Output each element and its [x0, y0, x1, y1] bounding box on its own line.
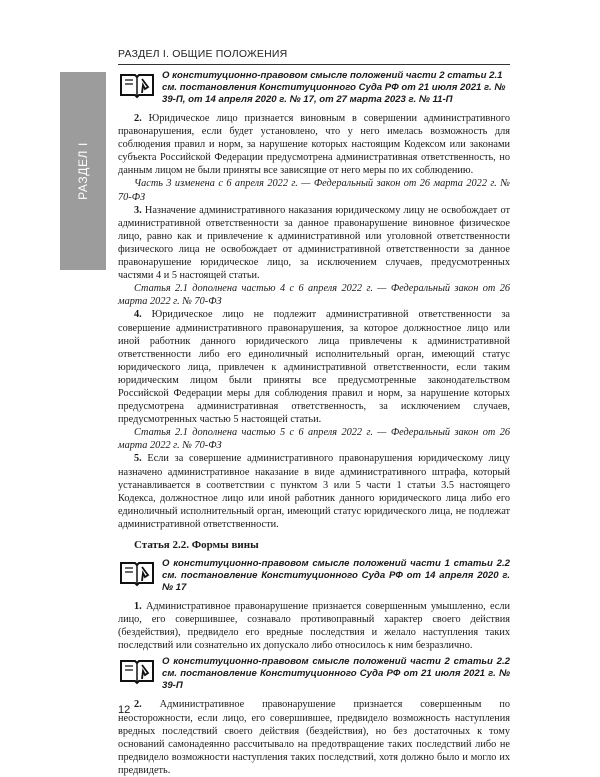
- paragraph-text: Юридическое лицо не подлежит административной ответственности за совершение административного правонарушения, за которое должностное лицо или иной работник данного юридического лица привлечены к административной ответственности либо его единоличный исполнительный орган, имеющий статус юридического лица, привлечен к административной ответственности, если таким юридическим лицом были приняты все предусмотренные законодательством Российской Федерации меры для соблюдения правил и норм, за нарушение которых предусмотрена административная ответственность, за исключением случаев, предусмотренных частью 5 настоящей статьи.: [118, 309, 510, 426]
- paragraph-text: Назначение административного наказания юридическому лицу не освобождает от административной ответственности за данное правонарушение виновное физическое лицо, равно как и привлечение к административной или уголовной ответственности физического лица не освобождает от административной ответственности за данное правонарушение юридическое лицо, за исключением случаев, предусмотренных частями 4 и 5 настоящей статьи.: [118, 204, 510, 282]
- paragraph-4: [118, 308, 510, 426]
- section-side-tab: [60, 72, 106, 270]
- paragraph-3: [118, 204, 510, 283]
- paragraph-number: 2.: [134, 113, 142, 124]
- reference-note-text: О конституционно-правовом смысле положений части 1 статьи 2.2 см. постановление Конституционного Суда РФ от 14 апреля 2020 г. № 17: [162, 558, 510, 594]
- paragraph-5: [118, 452, 510, 531]
- paragraph-number: 5.: [134, 453, 142, 465]
- reference-note: [118, 656, 510, 692]
- paragraph-number: 3.: [134, 204, 142, 216]
- paragraph-number: 1.: [134, 601, 142, 613]
- open-book-hand-icon: [118, 657, 156, 685]
- reference-note-text: О конституционно-правовом смысле положений части 2 статьи 2.1 см. постановления Конституционного Суда РФ от 21 июля 2021 г. № 39-П, от 14 апреля 2020 г. № 17, от 27 марта 2023 г. № 11-П: [162, 70, 506, 105]
- running-header: РАЗДЕЛ I. ОБЩИЕ ПОЛОЖЕНИЯ: [118, 48, 288, 60]
- article-paragraph-1: [118, 600, 510, 652]
- paragraph-number: 2.: [134, 699, 142, 711]
- paragraph-text: Если за совершение административного правонарушения юридическому лицу назначено административное наказание в виде административного штрафа, который устанавливается в соответствии с пунктом 3 или 5 части 1 статьи 3.5 настоящего Кодекса, должностное лицо или иной работник данного юридического лица либо его единоличный исполнительный орган, имеющий статус юридического лица, не подлежат административной ответственности.: [118, 453, 510, 530]
- side-tab-label: РАЗДЕЛ I: [76, 142, 90, 200]
- article-title: Статья 2.2. Формы вины: [134, 539, 259, 551]
- paragraph-text: Юридическое лицо признается виновным в совершении административного правонарушения, если будет установлено, что у него имелась возможность для соблюдения правил и норм, за нарушение которых настоящим Кодексом или законами субъекта Российской Федерации предусмотрена административная ответственность, но данным лицом не были приняты все зависящие от него меры по их соблюдению.: [118, 113, 510, 177]
- reference-note: [118, 70, 510, 106]
- reference-note-text: О конституционно-правовом смысле положений части 2 статьи 2.2 см. постановление Конституционного Суда РФ от 21 июля 2021 г. № 39-П: [162, 656, 510, 692]
- paragraph-text: Административное правонарушение признается совершенным умышленно, если лицо, его совершившее, сознавало противоправный характер своего действия (бездействия), предвидело его вредные последствия и желало наступления таких последствий или сознательно их допускало либо относилось к ним безразлично.: [118, 601, 510, 652]
- article-paragraph-2: [118, 698, 510, 777]
- open-book-hand-icon: [118, 559, 156, 587]
- open-book-hand-icon: [118, 71, 156, 99]
- header-rule: [118, 64, 510, 65]
- page-number: 12: [118, 704, 131, 716]
- reference-note: [118, 558, 510, 594]
- page-content: [118, 70, 510, 777]
- paragraph-number: 4.: [134, 309, 142, 321]
- paragraph-text: Административное правонарушение признается совершенным по неосторожности, если лицо, его совершившее, предвидело возможность наступления вредных последствий своего действия (бездействия), но без достаточных к тому оснований самонадеянно рассчитывало на предотвращение таких последствий либо не предвидело возможности наступления таких последствий, хотя должно было и могло их предвидеть.: [118, 699, 510, 776]
- amendment-note: Статья 2.1 дополнена частью 4 с 6 апреля 2022 г. — Федеральный закон от 26 марта 2022 г. № 70-ФЗ: [118, 283, 510, 308]
- paragraph-2: [118, 112, 510, 177]
- amendment-note: Статья 2.1 дополнена частью 5 с 6 апреля 2022 г. — Федеральный закон от 26 марта 2022 г. № 70-ФЗ: [118, 427, 510, 452]
- amendment-note: Часть 3 изменена с 6 апреля 2022 г. — Федеральный закон от 26 марта 2022 г. № 70-ФЗ: [118, 178, 510, 203]
